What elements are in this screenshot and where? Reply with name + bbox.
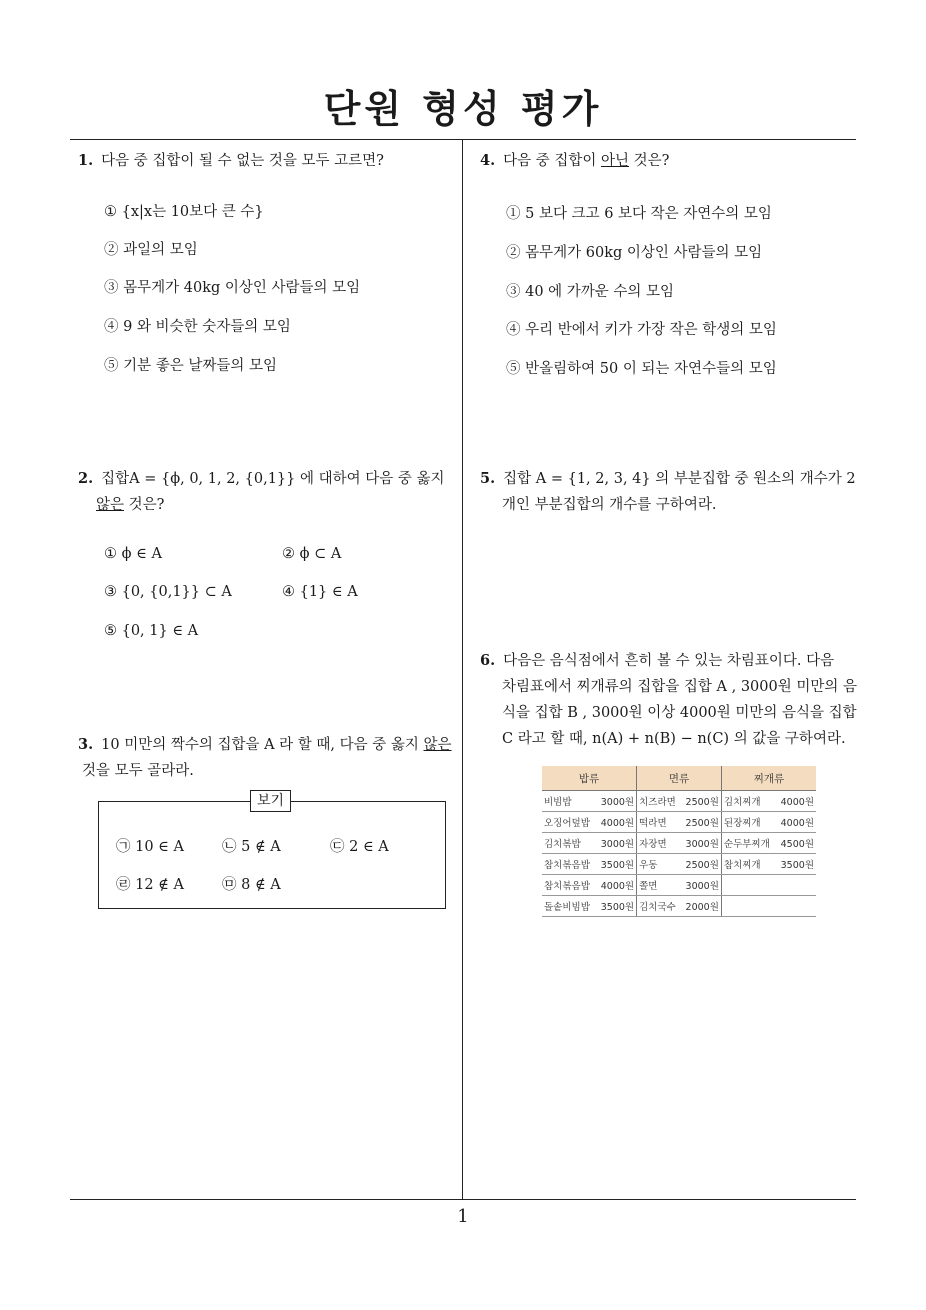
menu-header-row (542, 766, 816, 791)
menu-item-price: 3000원 (685, 881, 719, 892)
q1-option-2: ② 과일의 모임 (104, 242, 198, 258)
q1-option-1: ① {x|x는 10보다 큰 수} (104, 204, 264, 220)
menu-cell (542, 833, 637, 854)
question-text-line-2: 차림표에서 찌개류의 집합을 집합 A , 3000원 미만의 음 (502, 679, 857, 695)
menu-row (542, 896, 816, 917)
page-title: 단원 형성 평가 (323, 87, 603, 131)
q4-option-2: ② 몸무게가 60kg 이상인 사람들의 모임 (506, 245, 763, 261)
menu-item-name: 참치볶음밥 (544, 860, 590, 871)
menu-item-name: 치즈라면 (639, 797, 676, 808)
menu-cell (721, 812, 816, 833)
menu-item-name: 김치볶밥 (544, 839, 581, 850)
menu-item-name: 김치국수 (639, 902, 676, 913)
menu-cell (637, 854, 722, 875)
menu-item-price: 3000원 (685, 839, 719, 850)
menu-cell (637, 791, 722, 812)
question-text-line-1: 다음은 음식점에서 흔히 볼 수 있는 차림표이다. 다음 (503, 653, 835, 669)
underlined-text: 않은 (423, 737, 452, 753)
q1-option-4: ④ 9 와 비슷한 숫자들의 모임 (104, 319, 291, 335)
q4-option-4: ④ 우리 반에서 키가 가장 작은 학생의 모임 (506, 322, 777, 338)
menu-item-price: 4000원 (780, 797, 814, 808)
menu-cell (542, 875, 637, 896)
question-text: 10 미만의 짝수의 집합을 A 라 할 때, 다음 중 옳지 (101, 737, 424, 753)
question-number: 2. (78, 470, 94, 487)
menu-row (542, 875, 816, 896)
q2-option-5: ⑤ {0, 1} ∈ A (104, 623, 199, 639)
question-text-cont: 것은? (124, 497, 165, 513)
menu-item-name: 떡라면 (639, 818, 667, 829)
underlined-text: 않은 (96, 497, 125, 513)
q2-option-4: ④ {1} ∈ A (282, 584, 358, 600)
menu-item-name: 오징어덮밥 (544, 818, 590, 829)
question-3 (78, 732, 458, 784)
question-text-line-4: C 라고 할 때, n(A) + n(B) − n(C) 의 값을 구하여라. (502, 731, 846, 747)
question-number: 4. (480, 152, 496, 169)
question-number: 5. (480, 470, 496, 487)
q4-option-3: ③ 40 에 가까운 수의 모임 (506, 284, 675, 300)
top-divider (70, 139, 856, 140)
question-text-line-3: 식을 집합 B , 3000원 이상 4000원 미만의 음식을 집합 (502, 705, 857, 721)
question-text-cont: 것은? (629, 153, 670, 169)
question-number: 1. (78, 152, 94, 169)
question-text: 다음 중 집합이 될 수 없는 것을 모두 고르면? (101, 153, 384, 169)
menu-item-price: 2500원 (685, 797, 719, 808)
question-5 (480, 466, 860, 518)
menu-cell-empty (721, 896, 816, 917)
question-6 (480, 648, 860, 752)
question-number: 6. (480, 652, 496, 669)
question-text-cont: 개인 부분집합의 개수를 구하여라. (502, 497, 717, 513)
q2-option-3: ③ {0, {0,1}} ⊂ A (104, 584, 232, 600)
menu-item-price: 2500원 (685, 818, 719, 829)
question-4 (480, 148, 669, 174)
menu-item-name: 김치찌개 (723, 797, 761, 808)
menu-header-noodle: 면류 (637, 766, 722, 791)
menu-header-rice: 밥류 (542, 766, 637, 791)
menu-row (542, 791, 816, 812)
menu-cell (542, 854, 637, 875)
question-text: 다음 중 집합이 (503, 153, 602, 169)
question-text: 집합A = {ϕ, 0, 1, 2, {0,1}} 에 대하여 다음 중 옳지 (101, 471, 445, 487)
menu-item-name: 쫄면 (639, 881, 658, 892)
menu-item-name: 돌솥비빔밥 (544, 902, 590, 913)
menu-item-name: 순두부찌개 (723, 839, 770, 850)
q2-option-1: ① ϕ ∈ A (104, 546, 162, 562)
menu-item-price: 3500원 (780, 860, 814, 871)
q1-option-3: ③ 몸무게가 40kg 이상인 사람들의 모임 (104, 280, 361, 296)
bottom-divider (70, 1199, 856, 1200)
menu-item-price: 3000원 (600, 797, 635, 808)
q2-option-2: ② ϕ ⊂ A (282, 546, 342, 562)
q3-item-5: ㉤ 8 ∉ A (222, 877, 281, 893)
menu-item-price: 3500원 (600, 860, 635, 871)
q3-item-3: ㉢ 2 ∈ A (330, 839, 389, 855)
q3-item-4: ㉣ 12 ∉ A (116, 877, 184, 893)
menu-row (542, 833, 816, 854)
menu-item-price: 2500원 (685, 860, 719, 871)
menu-cell (542, 791, 637, 812)
question-number: 3. (78, 736, 94, 753)
question-text: 집합 A = {1, 2, 3, 4} 의 부분집합 중 원소의 개수가 2 (503, 471, 856, 487)
menu-cell (542, 812, 637, 833)
menu-item-price: 4000원 (600, 818, 635, 829)
q4-option-5: ⑤ 반올림하여 50 이 되는 자연수들의 모임 (506, 361, 777, 377)
menu-item-price: 2000원 (685, 902, 719, 913)
menu-item-name: 우동 (639, 860, 658, 871)
question-2 (78, 466, 458, 518)
menu-table (542, 766, 816, 917)
menu-item-price: 4000원 (780, 818, 814, 829)
column-divider (462, 140, 463, 1200)
question-text-cont: 것을 모두 골라라. (82, 763, 194, 779)
menu-row (542, 812, 816, 833)
menu-cell (637, 833, 722, 854)
menu-item-name: 참치찌개 (723, 860, 761, 871)
menu-cell (637, 875, 722, 896)
menu-cell (637, 896, 722, 917)
underlined-text: 아닌 (601, 153, 630, 169)
menu-cell (721, 854, 816, 875)
q3-item-2: ㉡ 5 ∉ A (222, 839, 281, 855)
page-number: 1 (457, 1206, 469, 1227)
example-box-label: 보기 (250, 790, 291, 812)
menu-row (542, 854, 816, 875)
menu-item-price: 3500원 (600, 902, 635, 913)
menu-item-name: 참치볶음밥 (544, 881, 590, 892)
question-1 (78, 148, 384, 174)
menu-item-name: 된장찌개 (723, 818, 761, 829)
menu-cell (721, 833, 816, 854)
menu-item-price: 4000원 (600, 881, 635, 892)
menu-cell (721, 791, 816, 812)
menu-item-name: 비빔밥 (544, 797, 572, 808)
menu-item-price: 4500원 (780, 839, 814, 850)
menu-cell (637, 812, 722, 833)
q4-option-1: ① 5 보다 크고 6 보다 작은 자연수의 모임 (506, 206, 772, 222)
menu-cell-empty (721, 875, 816, 896)
menu-cell (542, 896, 637, 917)
q3-item-1: ㉠ 10 ∈ A (116, 839, 184, 855)
menu-item-price: 3000원 (600, 839, 635, 850)
menu-header-stew: 찌개류 (721, 766, 816, 791)
q1-option-5: ⑤ 기분 좋은 날짜들의 모임 (104, 358, 278, 374)
menu-item-name: 자장면 (639, 839, 667, 850)
